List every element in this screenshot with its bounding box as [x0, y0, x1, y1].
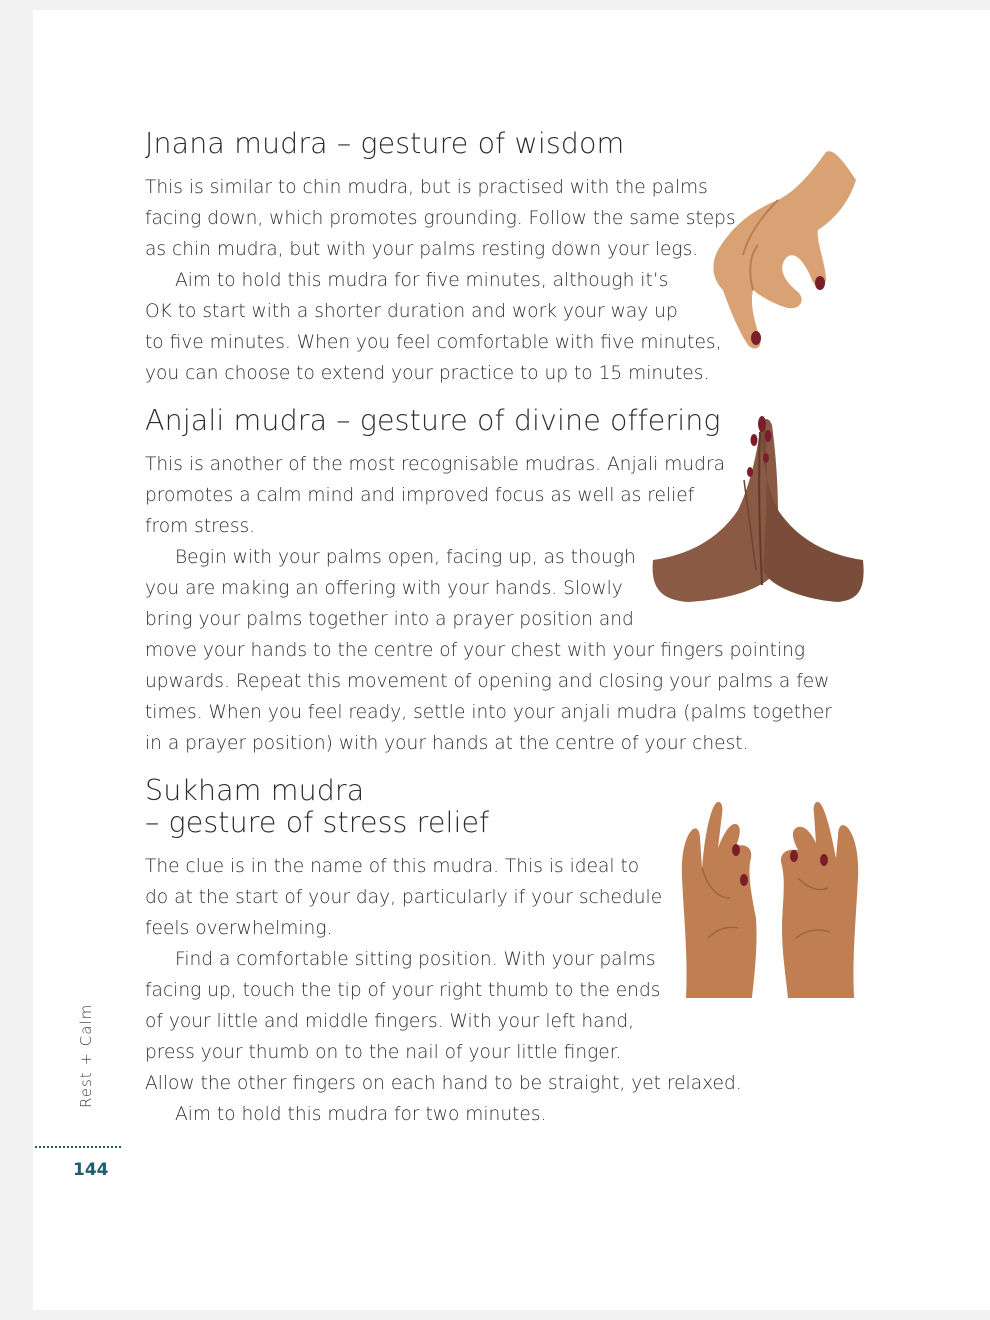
- section-title: Anjali mudra – gesture of divine offering: [145, 404, 721, 437]
- paragraph: This is similar to chin mudra, but is practised with the palms facing down, which promotes grounding. Follow the same steps as chin mudra, but with your palms resting down your legs.: [145, 177, 736, 260]
- paragraph: Find a comfortable sitting position. With your palms facing up, touch the tip of your right thumb to the ends of your little and middle fingers. With your left hand, press your thumb on to the nail of your little finger. Allow the other fingers on each hand to be straight, yet relaxed.: [145, 949, 742, 1094]
- section-title: Sukham mudra – gesture of stress relief: [145, 774, 490, 839]
- section-jnana-mudra: [145, 128, 736, 389]
- page-number: 144: [73, 1160, 109, 1180]
- paragraph: This is another of the most recognisable mudras. Anjali mudra promotes a calm mind and improved focus as well as relief from stress.: [145, 454, 726, 537]
- jnana-hand-illustration: [708, 140, 868, 355]
- dotted-divider: [35, 1146, 121, 1148]
- paragraph: The clue is in the name of this mudra. This is ideal to do at the start of your day, particularly if your schedule feels overwhelming.: [145, 856, 663, 939]
- paragraph: Aim to hold this mudra for two minutes.: [175, 1104, 547, 1125]
- paragraph: Begin with your palms open, facing up, as though you are making an offering with your hands. Slowly bring your palms together into a prayer position and move your hands to the centre of your chest with your fingers pointing upwards. Repeat this movement of opening and closing your palms a few times. When you feel ready, settle into your anjali mudra (palms together in a prayer position) with your hands at the centre of your chest.: [145, 547, 832, 754]
- anjali-hands-illustration: [648, 410, 868, 605]
- section-label: Rest + Calm: [77, 1003, 95, 1108]
- section-title: Jnana mudra – gesture of wisdom: [145, 127, 625, 160]
- section-sukham-mudra: [145, 775, 742, 1130]
- sukham-hands-illustration: [678, 788, 863, 1003]
- book-page: [33, 10, 990, 1310]
- paragraph: Aim to hold this mudra for five minutes, although it’s OK to start with a shorter duration and work your way up to five minutes. When you feel comfortable with five minutes, you can choose to extend your practice to up to 15 minutes.: [145, 270, 722, 384]
